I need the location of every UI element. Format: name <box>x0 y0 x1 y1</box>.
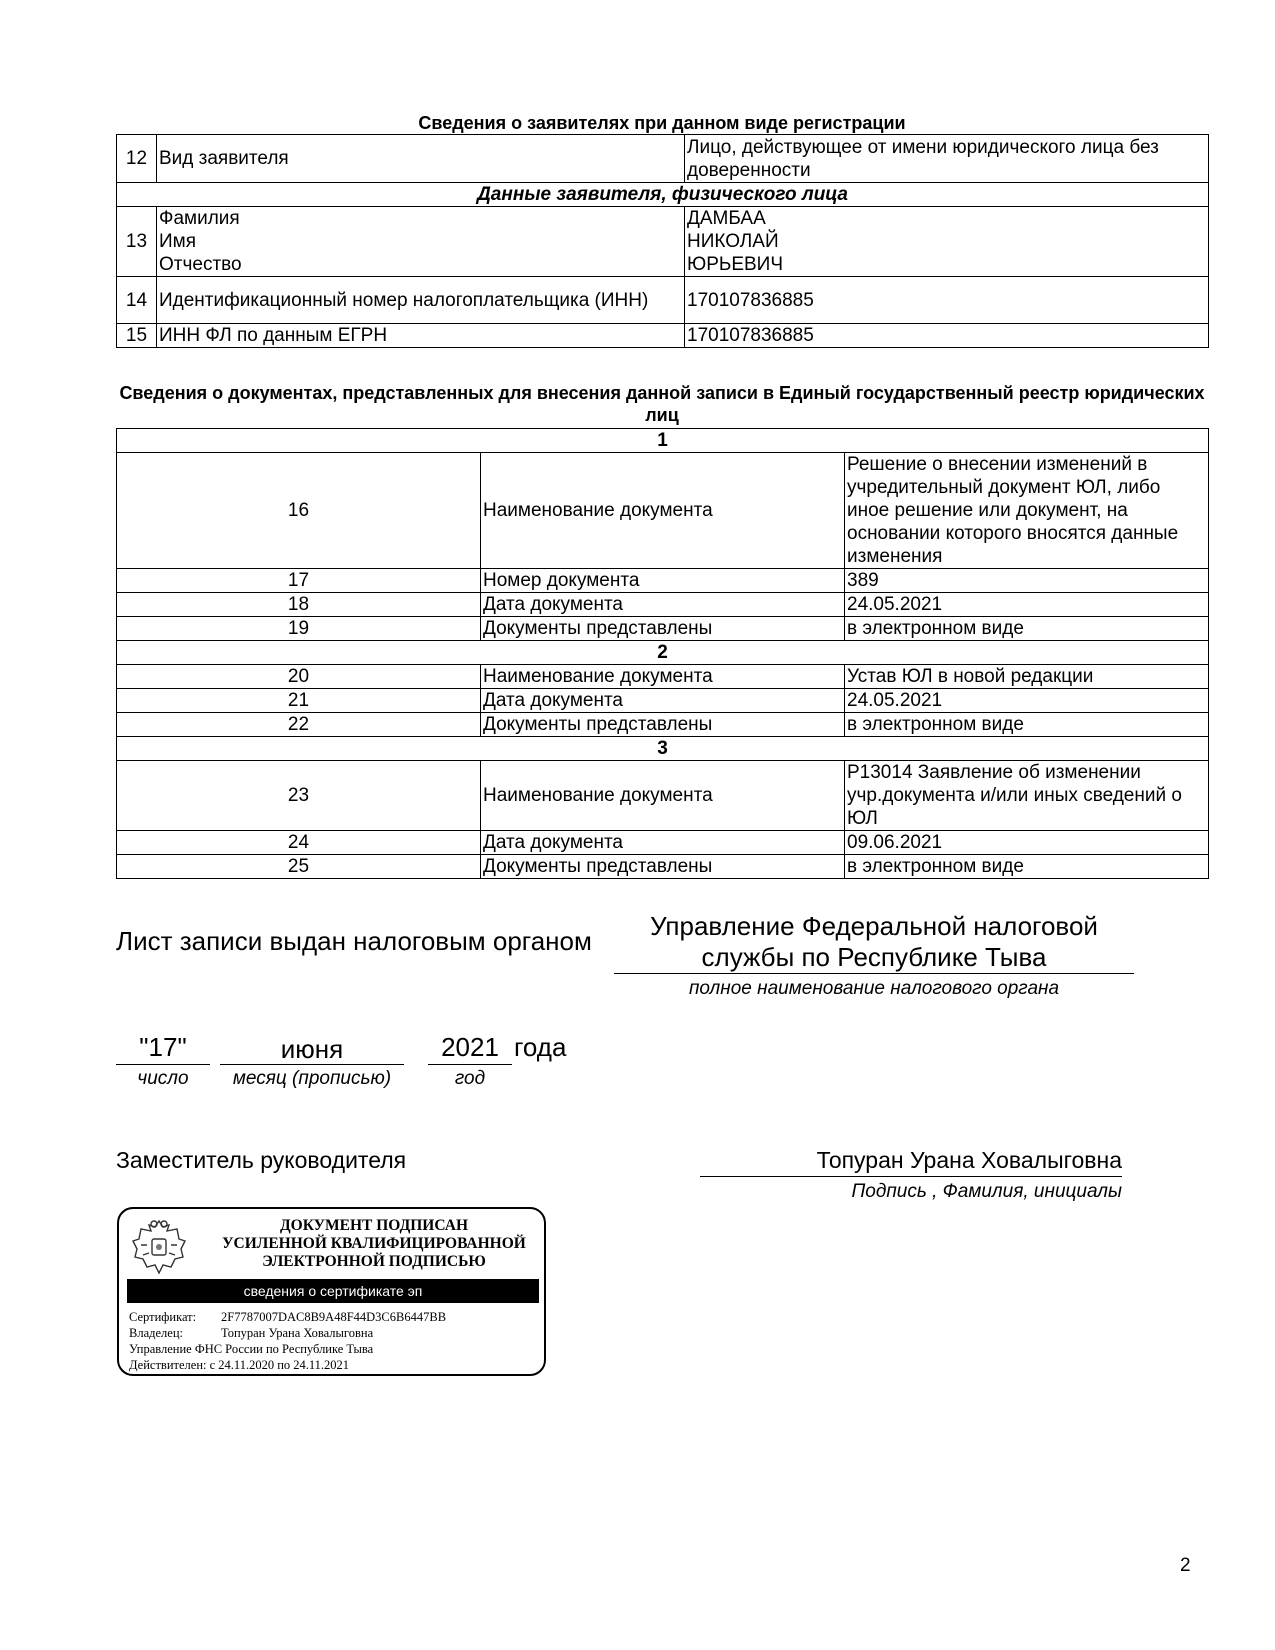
row-label: Наименование документа <box>481 453 845 569</box>
row-value: 09.06.2021 <box>845 831 1209 855</box>
date-day: "17" <box>139 1032 187 1062</box>
row-number: 21 <box>117 689 481 713</box>
surname-label: Фамилия <box>159 208 240 229</box>
certificate-label: Сертификат: <box>129 1310 197 1324</box>
row-value: в электронном виде <box>845 713 1209 737</box>
patronymic-label: Отчество <box>159 254 242 275</box>
date-month: июня <box>280 1034 344 1064</box>
table-row <box>117 665 1209 689</box>
row-number: 13 <box>117 207 157 277</box>
table-row <box>117 135 1209 183</box>
row-value: в электронном виде <box>845 855 1209 879</box>
name-label: Имя <box>159 231 197 252</box>
validity-line <box>129 1357 446 1373</box>
row-value: Лицо, действующее от имени юридического лица без доверенности <box>685 135 1209 183</box>
row-number: 15 <box>117 324 157 348</box>
digital-signature-stamp <box>117 1207 546 1376</box>
validity-label: Действителен: <box>129 1358 207 1372</box>
owner-line <box>129 1325 446 1341</box>
table-row <box>117 569 1209 593</box>
date-year: 2021 <box>441 1032 499 1062</box>
certificate-details <box>129 1309 446 1373</box>
row-label: Дата документа <box>481 831 845 855</box>
row-label <box>157 207 685 277</box>
name-value: НИКОЛАЙ <box>687 231 779 252</box>
row-value: Р13014 Заявление об изменении учр.документа и/или иных сведений о ЮЛ <box>845 761 1209 831</box>
signer-position: Заместитель руководителя <box>116 1147 407 1173</box>
row-number: 25 <box>117 855 481 879</box>
page-number: 2 <box>1180 1555 1191 1576</box>
row-number: 14 <box>117 277 157 324</box>
row-number: 12 <box>117 135 157 183</box>
row-number: 20 <box>117 665 481 689</box>
documents-section-title: Сведения о документах, представленных для внесения данной записи в Единый государственный реестр юридических лиц <box>119 383 1205 425</box>
issued-by-text: Лист записи выдан налоговым органом <box>116 926 592 956</box>
row-value: 170107836885 <box>685 277 1209 324</box>
certificate-info-bar: сведения о сертификате эп <box>127 1279 539 1303</box>
row-number: 23 <box>117 761 481 831</box>
year-underline <box>428 1064 512 1065</box>
row-number: 22 <box>117 713 481 737</box>
table-subheader-row <box>117 183 1209 207</box>
row-value: 24.05.2021 <box>845 689 1209 713</box>
validity-value: с 24.11.2020 по 24.11.2021 <box>209 1358 350 1372</box>
month-caption: месяц (прописью) <box>232 1068 392 1089</box>
applicants-section-title: Сведения о заявителях при данном виде регистрации <box>418 113 906 133</box>
table-row <box>117 593 1209 617</box>
signer-name: Топуран Урана Ховалыговна <box>816 1147 1122 1173</box>
table-row <box>117 689 1209 713</box>
table-row <box>117 761 1209 831</box>
surname-value: ДАМБАА <box>687 208 766 229</box>
certificate-value: 2F7787007DAC8B9A48F44D3C6B6447BB <box>221 1310 447 1324</box>
tax-authority-name <box>614 911 1134 973</box>
month-underline <box>220 1064 404 1065</box>
stamp-title-line-1: ДОКУМЕНТ ПОДПИСАН <box>279 1217 469 1234</box>
date-suffix: года <box>514 1032 567 1062</box>
coat-of-arms-icon <box>127 1215 191 1277</box>
row-label: Наименование документа <box>481 665 845 689</box>
table-row <box>117 617 1209 641</box>
row-number: 19 <box>117 617 481 641</box>
owner-value: Топуран Урана Ховалыговна <box>221 1326 374 1340</box>
row-label: Номер документа <box>481 569 845 593</box>
tax-authority-line-2: службы по Республике Тыва <box>701 942 1047 972</box>
documents-table <box>116 428 1209 879</box>
patronymic-value: ЮРЬЕВИЧ <box>687 254 784 275</box>
tax-authority-line-1: Управление Федеральной налоговой <box>650 911 1098 941</box>
group-label: 2 <box>117 641 1209 665</box>
row-label: Наименование документа <box>481 761 845 831</box>
row-number: 17 <box>117 569 481 593</box>
row-label: Идентификационный номер налогоплательщика (ИНН) <box>157 277 685 324</box>
row-value: Решение о внесении изменений в учредительный документ ЮЛ, либо иное решение или документ, на основании которого вносятся данные изменения <box>845 453 1209 569</box>
year-caption: год <box>454 1068 486 1089</box>
organization-line: Управление ФНС России по Республике Тыва <box>129 1342 374 1356</box>
group-label: 1 <box>117 429 1209 453</box>
table-row <box>117 277 1209 324</box>
row-value: 24.05.2021 <box>845 593 1209 617</box>
table-row <box>117 831 1209 855</box>
row-label: ИНН ФЛ по данным ЕГРН <box>157 324 685 348</box>
authority-caption: полное наименование налогового органа <box>688 978 1060 999</box>
day-caption: число <box>137 1068 189 1089</box>
row-value: 389 <box>845 569 1209 593</box>
signer-caption: Подпись , Фамилия, инициалы <box>851 1181 1122 1202</box>
row-number: 18 <box>117 593 481 617</box>
group-row <box>117 429 1209 453</box>
group-row <box>117 641 1209 665</box>
row-value <box>685 207 1209 277</box>
table-row <box>117 207 1209 277</box>
row-value: Устав ЮЛ в новой редакции <box>845 665 1209 689</box>
row-label: Документы представлены <box>481 713 845 737</box>
table-row <box>117 453 1209 569</box>
stamp-title <box>209 1217 539 1271</box>
row-label: Документы представлены <box>481 855 845 879</box>
signer-underline <box>700 1176 1122 1177</box>
row-label: Дата документа <box>481 593 845 617</box>
stamp-title-line-2: УСИЛЕННОЙ КВАЛИФИЦИРОВАННОЙ <box>222 1235 526 1252</box>
certificate-line <box>129 1309 446 1325</box>
applicants-table <box>116 134 1209 348</box>
day-underline <box>116 1064 210 1065</box>
table-row <box>117 324 1209 348</box>
applicant-subheader: Данные заявителя, физического лица <box>117 183 1209 207</box>
group-label: 3 <box>117 737 1209 761</box>
row-value: в электронном виде <box>845 617 1209 641</box>
row-label: Дата документа <box>481 689 845 713</box>
table-row <box>117 713 1209 737</box>
group-row <box>117 737 1209 761</box>
table-row <box>117 855 1209 879</box>
owner-label: Владелец: <box>129 1326 183 1340</box>
row-number: 16 <box>117 453 481 569</box>
row-value: 170107836885 <box>685 324 1209 348</box>
authority-underline <box>614 973 1134 974</box>
row-number: 24 <box>117 831 481 855</box>
stamp-title-line-3: ЭЛЕКТРОННОЙ ПОДПИСЬЮ <box>262 1253 486 1270</box>
row-label: Документы представлены <box>481 617 845 641</box>
row-label: Вид заявителя <box>157 135 685 183</box>
